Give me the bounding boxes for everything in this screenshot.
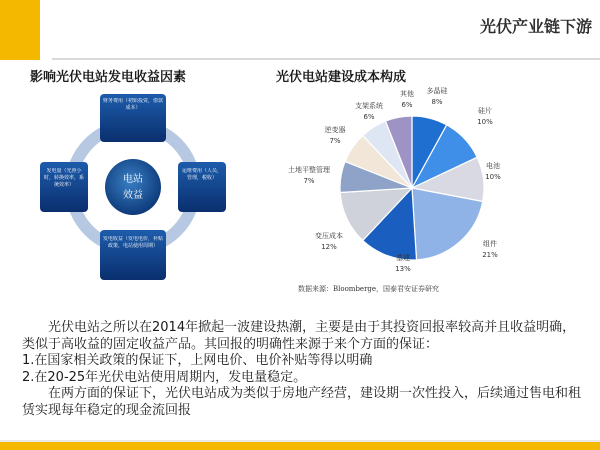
pie-label-2: 电池 — [486, 162, 500, 170]
pie-label-1: 硅片 — [478, 107, 492, 115]
pie-label-6: 土地平整管理 — [288, 166, 330, 174]
body-item-1: 1.在国家相关政策的保证下，上网电价、电价补贴等得以明确 — [22, 353, 373, 368]
factor-text-right: 运维费用（人员，管理，税收） — [181, 168, 222, 181]
right-section-title: 光伏电站建设成本构成 — [276, 70, 407, 85]
pie-value-4: 13% — [395, 265, 411, 273]
pie-value-3: 21% — [482, 251, 498, 259]
pie-value-8: 6% — [363, 113, 375, 121]
pie-label-4: 基建 — [396, 254, 410, 262]
body-item-2: 2.在20-25年光伏电站使用周期内，发电量稳定。 — [22, 369, 307, 385]
pie-label-8: 支架系统 — [355, 102, 383, 110]
chart-source: 数据来源：Bloomberge，国泰君安证券研究 — [298, 285, 440, 293]
pie-label-9: 其他 — [400, 90, 414, 98]
factor-text-bottom: 发电收益（发电电价，补贴政策，电站使用周期） — [102, 236, 163, 249]
center-circle — [105, 159, 161, 215]
pie-label-5: 变压成本 — [315, 232, 343, 240]
body-paragraph-1: 光伏电站之所以在2014年掀起一波建设热潮，主要是由于其投资回报率较高并且收益明确，类似于高收益的固定收益产品。其回报的明确性来源于来个方面的保证： — [22, 320, 576, 352]
left-section-title: 影响光伏电站发电收益因素 — [30, 70, 187, 85]
pie-label-7: 逆变器 — [324, 126, 346, 134]
factor-text-top: 财务费用（初始投资，借款成本） — [102, 98, 163, 111]
pie-value-1: 10% — [477, 118, 493, 126]
pie-value-0: 8% — [431, 98, 443, 106]
center-label-1: 电站 — [123, 174, 143, 185]
pie-value-6: 7% — [303, 177, 315, 185]
pie-label-0: 多晶硅 — [426, 87, 448, 95]
factor-text-left: 发电量（光照小时，转换效率，系统效率） — [43, 168, 84, 188]
page-header-title: 光伏产业链下游 — [479, 17, 592, 36]
pie-value-2: 10% — [485, 173, 501, 181]
header-divider — [52, 58, 600, 60]
center-label-2: 效益 — [123, 190, 143, 201]
pie-value-5: 12% — [321, 243, 337, 251]
revenue-factors-diagram — [38, 90, 228, 285]
pie-label-3: 组件 — [483, 240, 497, 248]
pie-value-9: 6% — [401, 101, 413, 109]
footer-accent-bar — [0, 442, 600, 450]
pie-value-7: 7% — [329, 137, 341, 145]
body-paragraph-2: 在两方面的保证下，光伏电站成为类似于房地产经营，建设期一次性投入，后续通过售电和租赁实现每年稳定的现金流回报 — [22, 386, 582, 418]
cost-pie-chart — [285, 80, 525, 300]
body-text — [22, 320, 582, 419]
accent-bar-top — [0, 0, 40, 60]
